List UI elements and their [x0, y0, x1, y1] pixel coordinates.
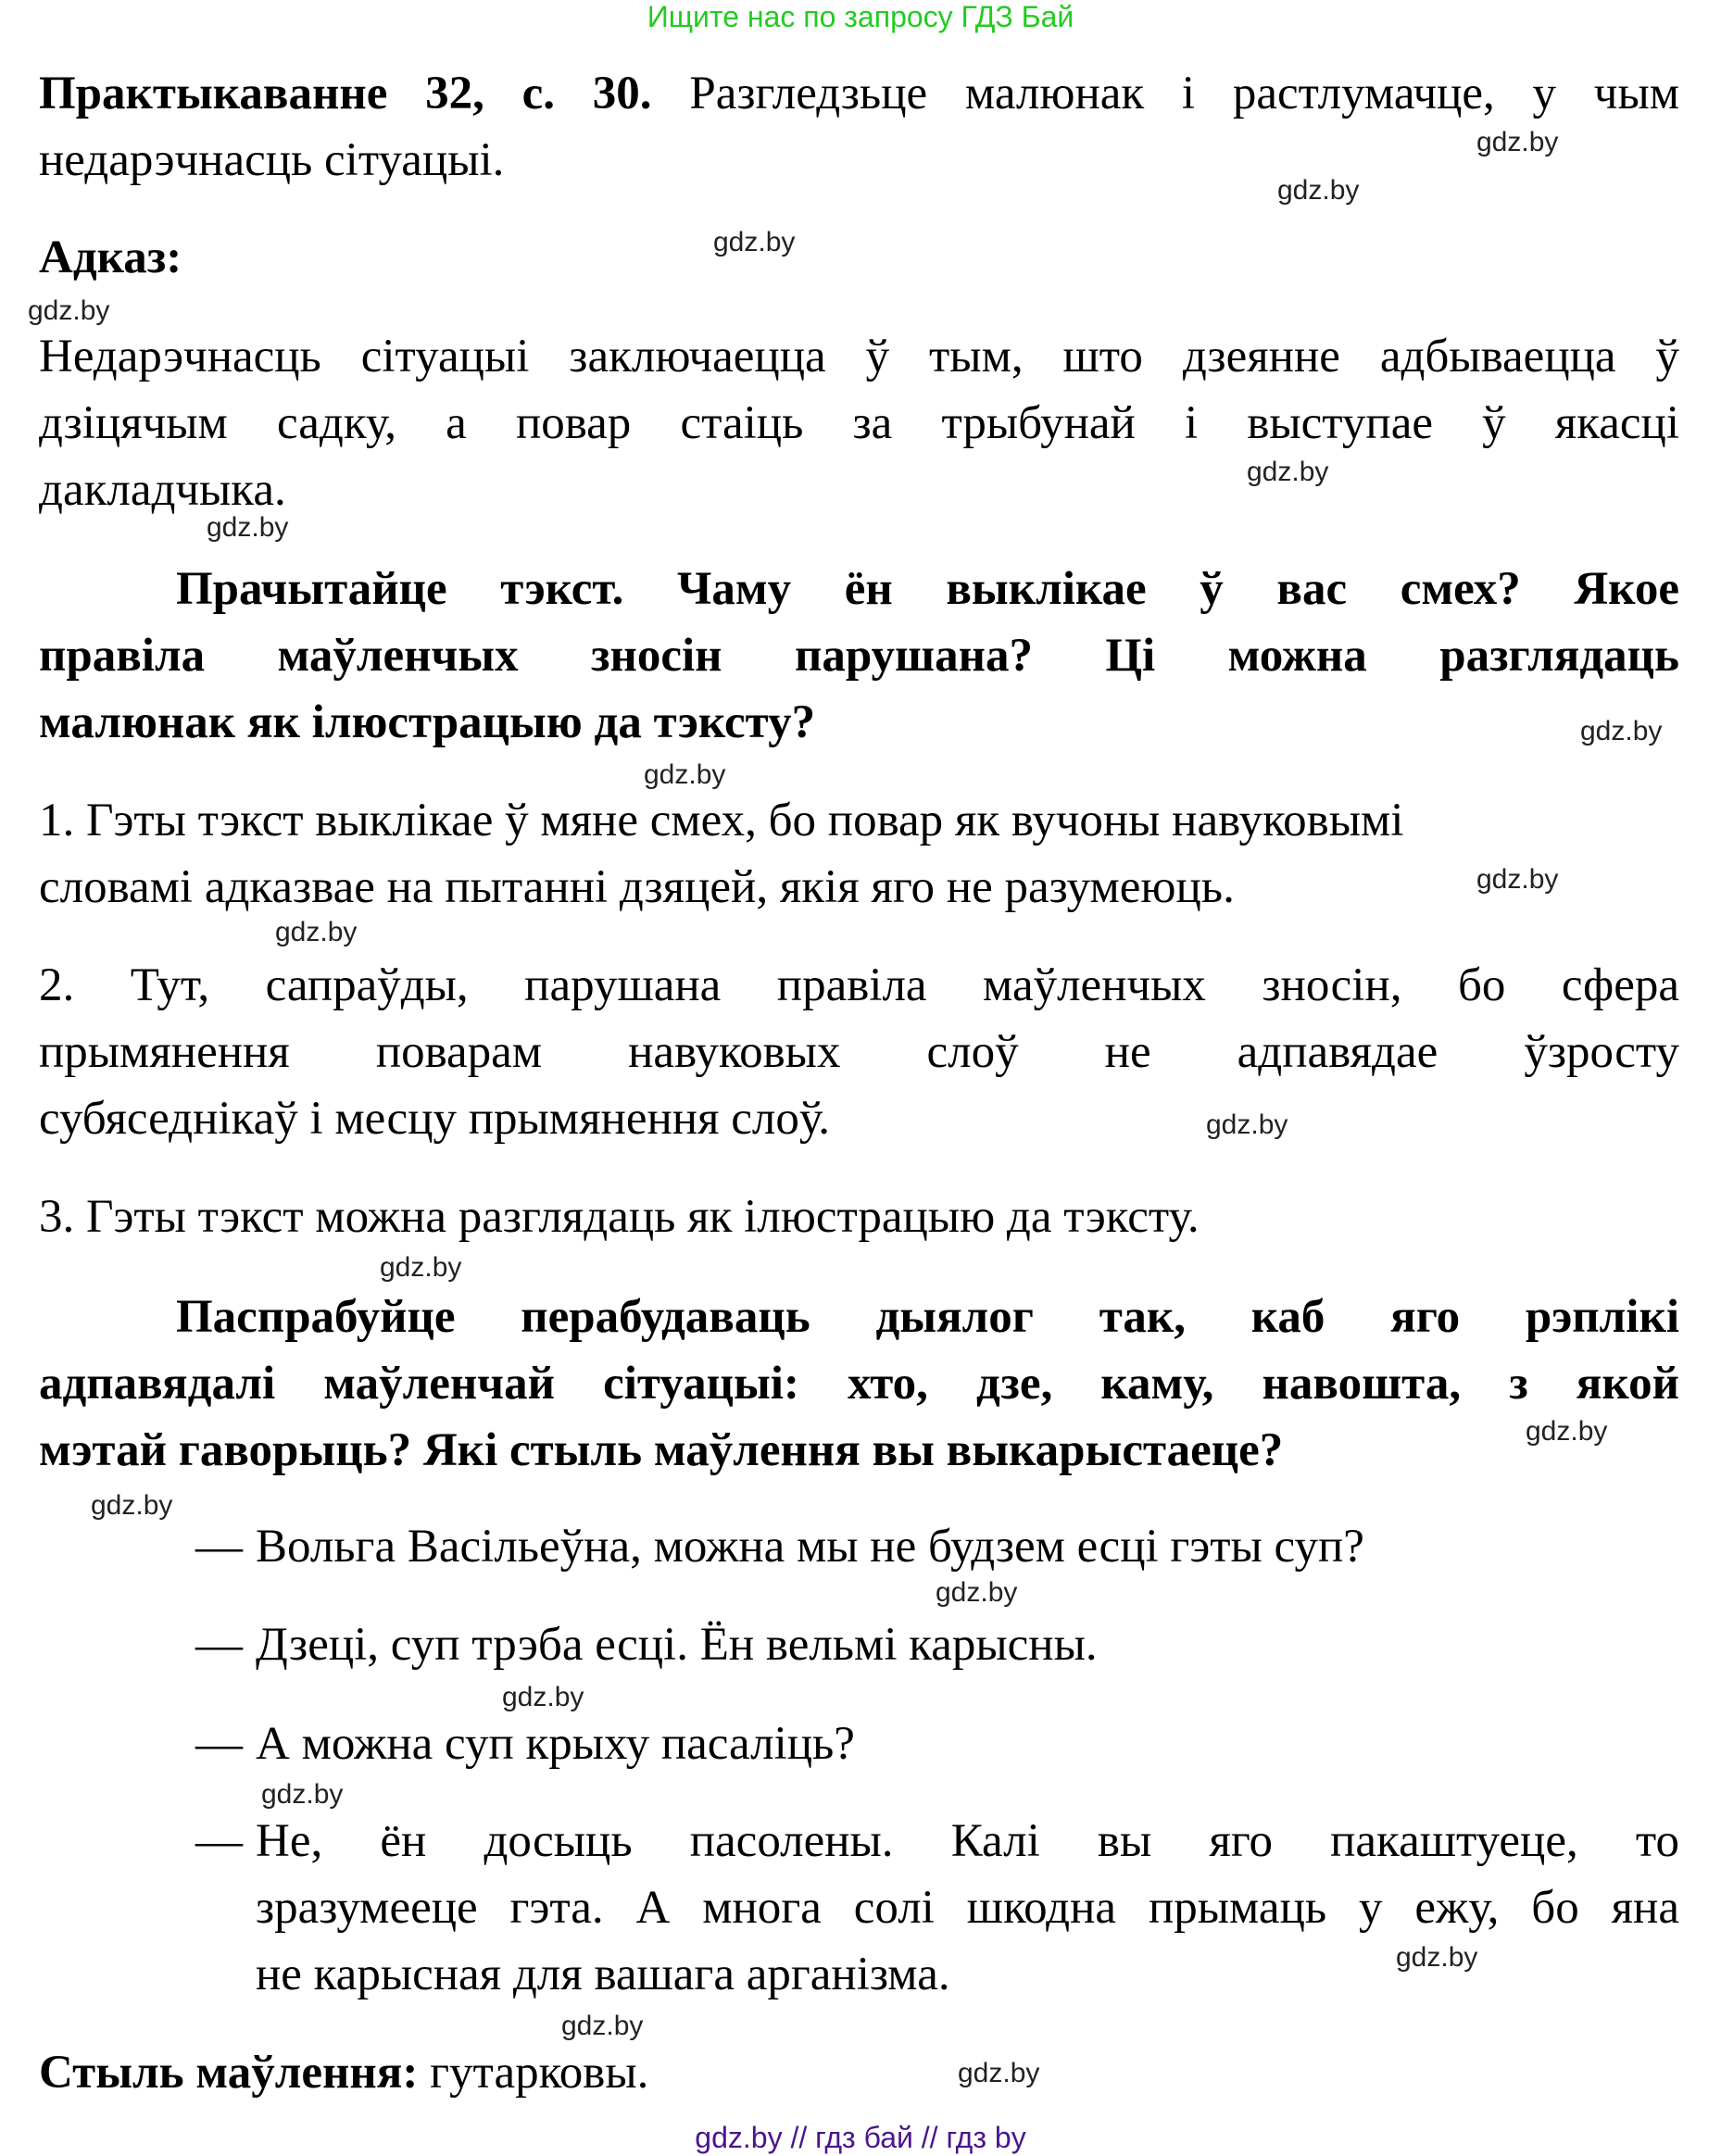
watermark: gdz.by [561, 2011, 644, 2041]
watermark: gdz.by [1526, 1416, 1608, 1447]
question-2 [39, 1284, 1679, 1484]
dialog-line-2: — Дзеці, суп трэба есці. Ён вельмі карысны. [195, 1611, 1679, 1678]
text-line: дзіцячым садку, а повар стаіць за трыбунай і выступае ў якасці [39, 397, 1679, 449]
watermark: gdz.by [958, 2058, 1040, 2088]
task-text-line: недарэчнасць сітуацыі. [39, 134, 505, 186]
answer-label: Адказ: [39, 232, 182, 283]
watermark: gdz.by [275, 917, 358, 947]
watermark: gdz.by [380, 1252, 462, 1283]
text-line: словамі адказвае на пытанні дзяцей, якія яго не разумеюць. [39, 861, 1235, 913]
watermark: gdz.by [1396, 1942, 1478, 1973]
dialog-line-1: — Вольга Васільеўна, можна мы не будзем есці гэты суп? [195, 1513, 1679, 1580]
text-line: малюнак як ілюстрацыю да тэксту? [39, 696, 816, 748]
watermark: gdz.by [644, 759, 726, 790]
speech-style-value: гутарковы. [430, 2047, 649, 2099]
answer-item-1 [39, 787, 1679, 921]
speech-style [39, 2039, 1679, 2106]
question-1 [39, 556, 1679, 756]
watermark: gdz.by [1206, 1109, 1288, 1140]
watermark: gdz.by [1476, 127, 1559, 157]
text-line: прымянення поварам навуковых слоў не адпавядае ўзросту [39, 1026, 1679, 1078]
dialog-line-4: — Не, ён досыць пасолены. Калі вы яго пакаштуеце, то зразумееце гэта. А многа солі шкодна прымаць у ежу, бо яна не карысная для вашага арганізма. [195, 1808, 1679, 2008]
text-line: субяседнікаў і месцу прымянення слоў. [39, 1093, 830, 1145]
watermark: gdz.by [502, 1682, 584, 1712]
text-line: дакладчыка. [39, 464, 286, 516]
task-label: Практыкаванне 32, с. 30. [39, 68, 652, 119]
watermark: gdz.by [1277, 175, 1360, 206]
footer-links[interactable]: gdz.by // гдз бай // гдз by [695, 2121, 1026, 2154]
answer-item-2 [39, 952, 1679, 1152]
dash: — [195, 1521, 243, 1573]
dash: — [195, 1718, 243, 1770]
task-statement [39, 60, 1679, 194]
answer-item-3: 3. Гэты тэкст можна разглядаць як ілюстрацыю да тэксту. [39, 1191, 1200, 1243]
watermark: gdz.by [91, 1490, 173, 1521]
watermark: gdz.by [28, 295, 110, 326]
search-banner: Ищите нас по запросу ГДЗ Бай [647, 0, 1074, 33]
dash: — [195, 1815, 243, 1867]
task-text: Разгледзьце малюнак і растлумачце, у чым [689, 68, 1679, 119]
dash: — [195, 1619, 243, 1671]
watermark: gdz.by [207, 512, 289, 543]
watermark: gdz.by [1580, 716, 1663, 746]
text-line: Прачытайце тэкст. Чаму ён выклікае ў вас смех? Якое [176, 563, 1679, 615]
watermark: gdz.by [713, 227, 796, 257]
text-line: Паспрабуйце перабудаваць дыялог так, каб яго рэплікі [176, 1291, 1679, 1343]
text-line: адпавядалі маўленчай сітуацыі: хто, дзе, каму, навошта, з якой [39, 1358, 1679, 1410]
text-line: 1. Гэты тэкст выклікае ў мяне смех, бо повар як вучоны навуковымі [39, 795, 1404, 846]
watermark: gdz.by [936, 1577, 1018, 1608]
speech-style-label: Стыль маўлення: [39, 2047, 419, 2099]
watermark: gdz.by [1476, 864, 1559, 895]
text-line: правіла маўленчых зносін парушана? Ці можна разглядаць [39, 630, 1679, 682]
answer-paragraph [39, 323, 1679, 523]
text-line: Недарэчнасць сітуацыі заключаецца ў тым, што дзеянне адбываецца ў [39, 331, 1679, 382]
text-line: 2. Тут, сапраўды, парушана правіла маўленчых зносін, бо сфера [39, 959, 1679, 1011]
watermark: gdz.by [261, 1779, 344, 1810]
watermark: gdz.by [1247, 457, 1329, 487]
dialog-line-3: — А можна суп крыху пасаліць? [195, 1711, 1679, 1777]
text-line: мэтай гаворыць? Які стыль маўлення вы выкарыстаеце? [39, 1424, 1284, 1476]
